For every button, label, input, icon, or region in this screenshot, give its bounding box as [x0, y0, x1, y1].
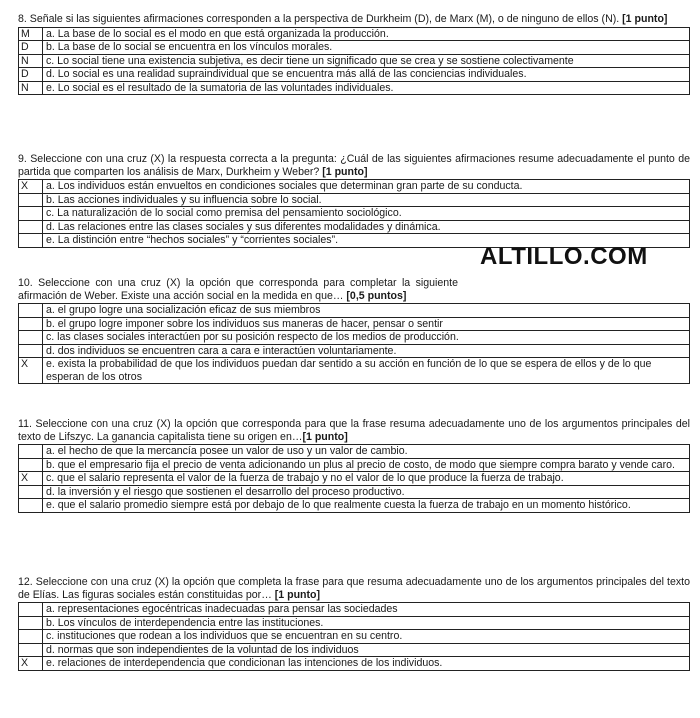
table-row: [19, 603, 690, 617]
option-text: a. el hecho de que la mercancía posee un valor de uso y un valor de cambio.: [43, 445, 690, 459]
table-row: [19, 643, 690, 657]
table-row: [19, 220, 690, 234]
answer-mark[interactable]: X: [19, 657, 43, 671]
option-text: a. representaciones egocéntricas inadecuadas para pensar las sociedades: [43, 603, 690, 617]
table-row: [19, 485, 690, 499]
question-12: [18, 576, 690, 671]
option-text: b. Las acciones individuales y su influencia sobre lo social.: [43, 193, 690, 207]
option-text: e. relaciones de interdependencia que condicionan las intenciones de los individuos.: [43, 657, 690, 671]
option-text: d. dos individuos se encuentren cara a cara e interactúen voluntariamente.: [43, 344, 690, 358]
question-10-stem: 10. Seleccione con una cruz (X) la opción que corresponda para completar la siguiente afirmación de Weber. Existe una acción social en la medida en que… [0,5 puntos]: [18, 277, 458, 302]
answer-mark[interactable]: [19, 616, 43, 630]
table-row: [19, 207, 690, 221]
answer-mark[interactable]: [19, 643, 43, 657]
question-9-stem: 9. Seleccione con una cruz (X) la respuesta correcta a la pregunta: ¿Cuál de las siguientes afirmaciones resume adecuadamente el punto de partida que comparten los análisis de Marx, Durkheim y Weber? [1 punto]: [18, 153, 690, 178]
answer-mark[interactable]: X: [19, 358, 43, 384]
answer-mark[interactable]: D: [19, 68, 43, 82]
table-row: [19, 81, 690, 95]
question-12-stem: 12. Seleccione con una cruz (X) la opción que completa la frase para que resuma adecuadamente uno de los argumentos principales del texto de Elías. Las figuras sociales están constituidas por… [1 punto]: [18, 576, 690, 601]
option-text: b. que el empresario fija el precio de venta adicionando un plus al precio de costo, de modo que siempre compra barato y vende caro.: [43, 458, 690, 472]
question-10-points: [0,5 puntos]: [346, 289, 407, 302]
table-row: [19, 616, 690, 630]
table-row: [19, 344, 690, 358]
answer-mark[interactable]: [19, 485, 43, 499]
option-text: c. que el salario representa el valor de la fuerza de trabajo y no el valor de lo que produce la fuerza de trabajo.: [43, 472, 690, 486]
table-row: [19, 54, 690, 68]
table-row: [19, 180, 690, 194]
table-row: [19, 445, 690, 459]
table-row: [19, 499, 690, 513]
option-text: c. instituciones que rodean a los individuos que se encuentran en su centro.: [43, 630, 690, 644]
table-row: [19, 304, 690, 318]
question-10-options: [18, 303, 690, 384]
question-9-points: [1 punto]: [322, 165, 368, 178]
option-text: e. exista la probabilidad de que los individuos puedan dar sentido a su acción en función de lo que se espera de ellos y de lo que esperan de los otros: [43, 358, 690, 384]
answer-mark[interactable]: M: [19, 27, 43, 41]
answer-mark[interactable]: [19, 234, 43, 248]
question-10: [18, 277, 690, 384]
option-text: c. Lo social tiene una existencia subjetiva, es decir tiene un significado que se crea y se sostiene colectivamente: [43, 54, 690, 68]
answer-mark[interactable]: [19, 499, 43, 513]
question-9-options: [18, 179, 690, 248]
question-11: [18, 418, 690, 513]
answer-mark[interactable]: [19, 458, 43, 472]
watermark: ALTILLO.COM: [480, 243, 648, 270]
question-8-options: [18, 27, 690, 96]
table-row: [19, 458, 690, 472]
table-row: [19, 358, 690, 384]
answer-mark[interactable]: [19, 317, 43, 331]
question-9: [18, 153, 690, 248]
table-row: [19, 657, 690, 671]
option-text: b. el grupo logre imponer sobre los individuos sus maneras de hacer, pensar o sentir: [43, 317, 690, 331]
table-row: [19, 41, 690, 55]
answer-mark[interactable]: [19, 220, 43, 234]
option-text: a. La base de lo social es el modo en que está organizada la producción.: [43, 27, 690, 41]
question-11-options: [18, 444, 690, 513]
option-text: d. Las relaciones entre las clases sociales y sus diferentes modalidades y dinámica.: [43, 220, 690, 234]
option-text: d. la inversión y el riesgo que sostienen el desarrollo del proceso productivo.: [43, 485, 690, 499]
answer-mark[interactable]: [19, 344, 43, 358]
answer-mark[interactable]: X: [19, 472, 43, 486]
option-text: d. normas que son independientes de la voluntad de los individuos: [43, 643, 690, 657]
question-11-points: [1 punto]: [302, 430, 348, 443]
answer-mark[interactable]: [19, 207, 43, 221]
option-text: e. que el salario promedio siempre está por debajo de lo que realmente cuesta la fuerza de trabajo en un momento histórico.: [43, 499, 690, 513]
question-8-points: [1 punto]: [622, 13, 668, 25]
answer-mark[interactable]: [19, 630, 43, 644]
question-11-stem: 11. Seleccione con una cruz (X) la opción que corresponda para que la frase resuma adecuadamente uno de los argumentos principales del texto de Lifszyc. La ganancia capitalista tiene su origen en…[1 punto]: [18, 418, 690, 443]
answer-mark[interactable]: [19, 445, 43, 459]
question-8-stem: 8. Señale si las siguientes afirmaciones corresponden a la perspectiva de Durkheim (D), de Marx (M), o de ninguno de ellos (N). [1 punto]: [18, 13, 668, 25]
answer-mark[interactable]: [19, 331, 43, 345]
option-text: a. el grupo logre una socialización eficaz de sus miembros: [43, 304, 690, 318]
table-row: [19, 472, 690, 486]
question-12-options: [18, 602, 690, 671]
answer-mark[interactable]: [19, 304, 43, 318]
table-row: [19, 317, 690, 331]
answer-mark[interactable]: D: [19, 41, 43, 55]
answer-mark[interactable]: [19, 193, 43, 207]
table-row: [19, 68, 690, 82]
option-text: e. La distinción entre “hechos sociales” y “corrientes sociales”.: [43, 234, 690, 248]
option-text: c. las clases sociales interactúen por su posición respecto de los medios de producción.: [43, 331, 690, 345]
option-text: b. Los vínculos de interdependencia entre las instituciones.: [43, 616, 690, 630]
question-12-points: [1 punto]: [274, 588, 321, 601]
option-text: e. Lo social es el resultado de la sumatoria de las voluntades individuales.: [43, 81, 690, 95]
table-row: [19, 193, 690, 207]
option-text: d. Lo social es una realidad supraindividual que se encuentra más allá de las conciencias individuales.: [43, 68, 690, 82]
answer-mark[interactable]: N: [19, 54, 43, 68]
option-text: c. La naturalización de lo social como premisa del pensamiento sociológico.: [43, 207, 690, 221]
table-row: [19, 331, 690, 345]
answer-mark[interactable]: N: [19, 81, 43, 95]
answer-mark[interactable]: [19, 603, 43, 617]
option-text: a. Los individuos están envueltos en condiciones sociales que determinan gran parte de su conducta.: [43, 180, 690, 194]
option-text: b. La base de lo social se encuentra en los vínculos morales.: [43, 41, 690, 55]
answer-mark[interactable]: X: [19, 180, 43, 194]
table-row: [19, 630, 690, 644]
question-8: [18, 13, 690, 95]
table-row: [19, 27, 690, 41]
